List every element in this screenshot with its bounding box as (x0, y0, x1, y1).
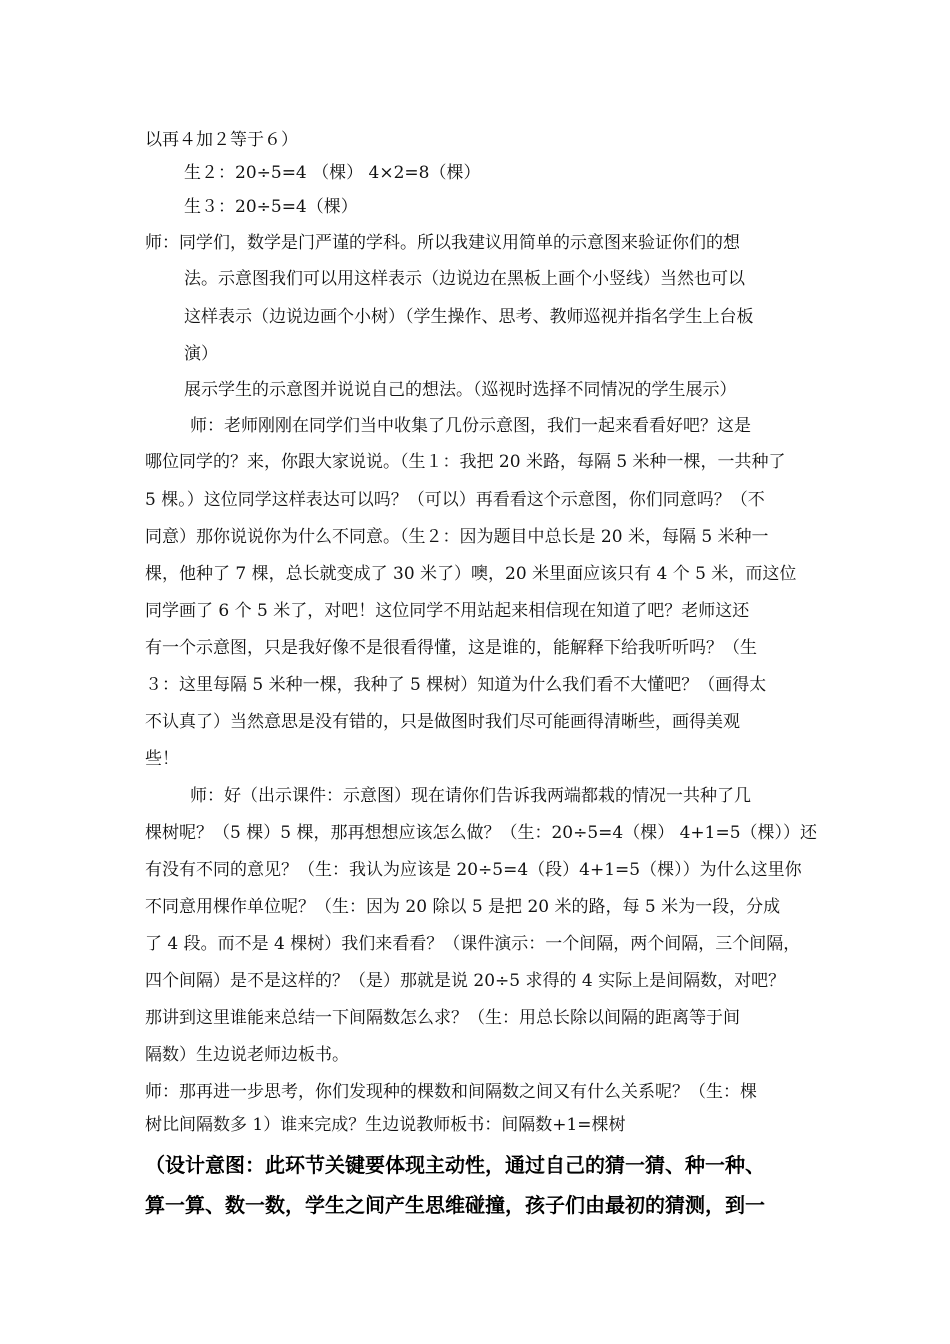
text-line: 师：那再进一步思考，你们发现种的棵数和间隔数之间又有什么关系呢？（生：棵 (145, 1082, 757, 1102)
text-line: 生２：20÷5=4 （棵） 4×2=8（棵） (184, 163, 481, 183)
text-line: 不认真了）当然意思是没有错的，只是做图时我们尽可能画得清晰些，画得美观 (145, 712, 740, 732)
text-line: 同意）那你说说你为什么不同意。（生２：因为题目中总长是 20 米，每隔 5 米种一 (145, 527, 769, 547)
text-line: 些！ (145, 749, 179, 769)
text-line: 展示学生的示意图并说说自己的想法。（巡视时选择不同情况的学生展示） (184, 380, 737, 400)
design-intent-line: 算一算、数一数，学生之间产生思维碰撞，孩子们由最初的猜测，到一 (145, 1193, 765, 1217)
text-line: 不同意用棵作单位呢？（生：因为 20 除以 5 是把 20 米的路，每 5 米为一段，分成 (145, 897, 781, 917)
text-line: 棵树呢？（5 棵）5 棵，那再想想应该怎么做？（生：20÷5=4（棵） 4+1=5（棵））还 (145, 823, 818, 843)
text-line: 生３：20÷5=4（棵） (184, 197, 358, 217)
text-line: 师：老师刚刚在同学们当中收集了几份示意图，我们一起来看看好吧？这是 (190, 416, 751, 436)
text-line: 四个间隔）是不是这样的？（是）那就是说 20÷5 求得的 4 实际上是间隔数，对吧？ (145, 971, 786, 991)
text-line: 有一个示意图，只是我好像不是很看得懂，这是谁的，能解释下给我听听吗？（生 (145, 638, 757, 658)
text-line: 树比间隔数多 1）谁来完成？生边说教师板书：间隔数+1=棵树 (145, 1115, 626, 1135)
design-intent-line: （设计意图：此环节关键要体现主动性，通过自己的猜一猜、种一种、 (145, 1153, 765, 1177)
text-line: 这样表示（边说边画个小树）（学生操作、思考、教师巡视并指名学生上台板 (184, 307, 754, 327)
text-line: 隔数）生边说老师边板书。 (145, 1045, 349, 1065)
text-line: 演） (184, 344, 218, 364)
text-line: 哪位同学的？来，你跟大家说说。（生１：我把 20 米路，每隔 5 米种一棵，一共种了 (145, 452, 786, 472)
text-line: 那讲到这里谁能来总结一下间隔数怎么求？（生：用总长除以间隔的距离等于间 (145, 1008, 740, 1028)
text-line: ３：这里每隔 5 米种一棵，我种了 5 棵树）知道为什么我们看不大懂吧？（画得太 (145, 675, 767, 695)
text-line: 棵，他种了 7 棵，总长就变成了 30 米了）噢，20 米里面应该只有 4 个 5 米，而这位 (145, 564, 797, 584)
text-line: 师：好（出示课件：示意图）现在请你们告诉我两端都栽的情况一共种了几 (190, 786, 751, 806)
text-line: 同学画了 6 个 5 米了，对吧！这位同学不用站起来相信现在知道了吧？老师这还 (145, 601, 750, 621)
text-line: 以再４加２等于６） (145, 130, 298, 150)
text-line: 法。示意图我们可以用这样表示（边说边在黑板上画个小竖线）当然也可以 (184, 269, 745, 289)
text-line: 有没有不同的意见？（生：我认为应该是 20÷5=4（段）4+1=5（棵））为什么这里你 (145, 860, 802, 880)
text-line: 师：同学们，数学是门严谨的学科。所以我建议用简单的示意图来验证你们的想 (145, 233, 740, 253)
text-line: 了 4 段。而不是 4 棵树）我们来看看？（课件演示：一个间隔，两个间隔，三个间隔， (145, 934, 801, 954)
text-line: 5 棵。）这位同学这样表达可以吗？（可以）再看看这个示意图，你们同意吗？（不 (145, 490, 765, 510)
